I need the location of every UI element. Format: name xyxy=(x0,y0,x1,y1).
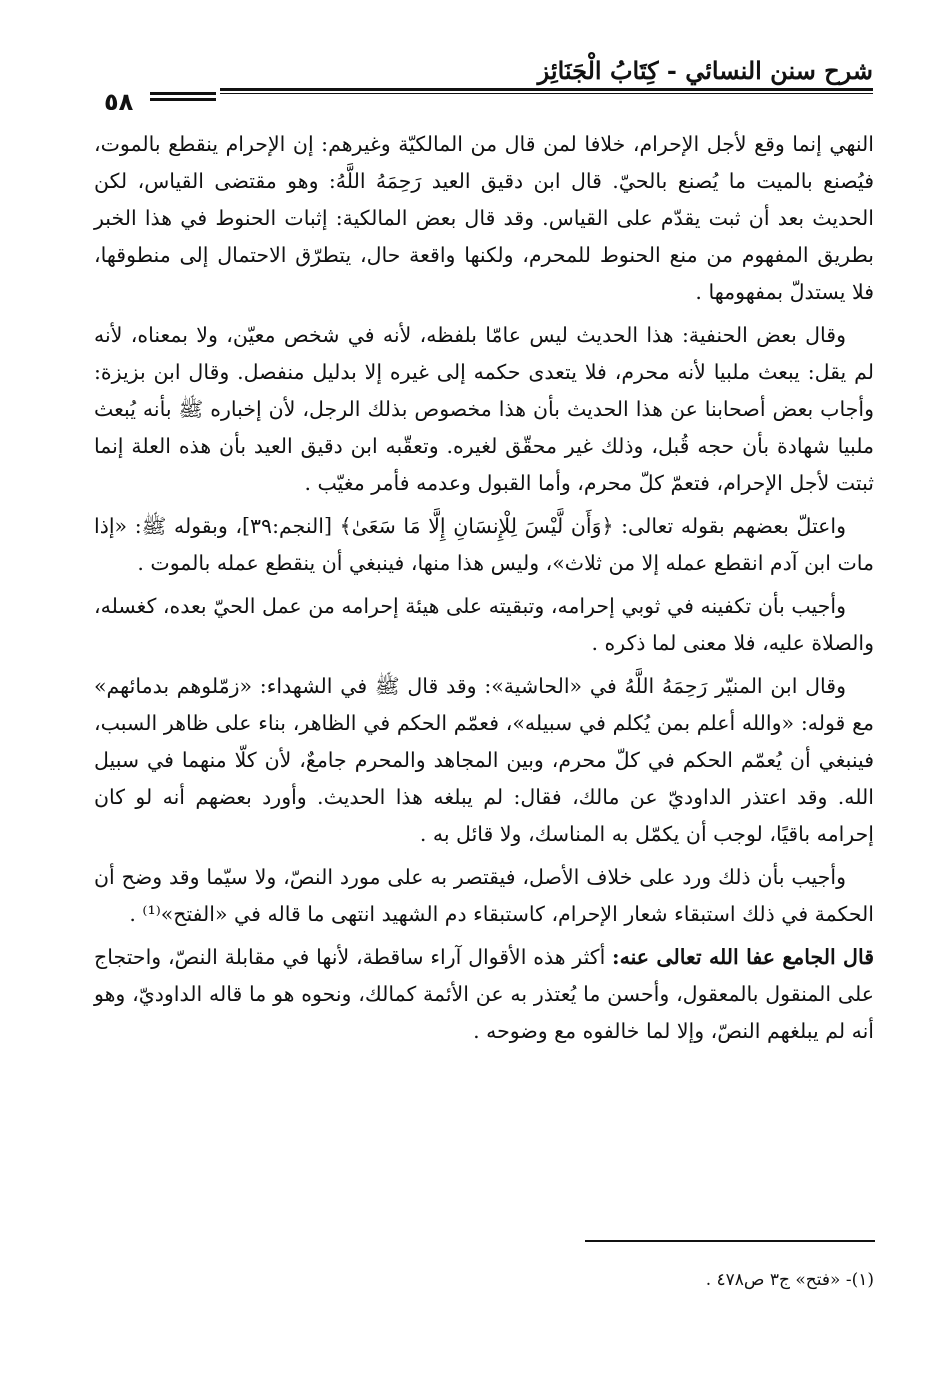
paragraph: وأجيب بأن تكفينه في ثوبي إحرامه، وتبقيته على هيئة إحرامه من عمل الحيّ بعده، كغسله، والصلاة عليه، فلا معنى لما ذكره . xyxy=(94,594,874,655)
compiler-note xyxy=(94,939,874,1050)
header-title: شرح سنن النسائي - كِتَابُ الْجَنَائِز xyxy=(537,56,873,85)
paragraph: واعتلّ بعضهم بقوله تعالى: ﴿وَأَن لَّيْسَ لِلْإِنسَانِ إِلَّا مَا سَعَىٰ﴾ [النجم:٣٩]، وبقوله ﷺ: «إذا مات ابن آدم انقطع عمله إلا من ثلاث»، وليس هذا منها، فينبغي أن ينقطع عمله بالموت . xyxy=(94,514,874,575)
page-number-ornament xyxy=(150,92,216,104)
running-header xyxy=(98,52,873,116)
paragraph: وأجيب بأن ذلك ورد على خلاف الأصل، فيقتصر به على مورد النصّ، ولا سيّما وقد وضح أن الحكمة في ذلك استبقاء شعار الإحرام، كاستبقاء دم الشهيد انتهى ما قاله في «الفتح»⁽¹⁾ . xyxy=(94,865,874,926)
paragraph: وقال بعض الحنفية: هذا الحديث ليس عامّا بلفظه، لأنه في شخص معيّن، ولا بمعناه، لأنه لم يقل: يبعث ملبيا لأنه محرم، فلا يتعدى حكمه إلى غيره إلا بدليل منفصل. وقال ابن بزيزة: وأجاب بعض أصحابنا عن هذا الحديث بأن هذا مخصوص بذلك الرجل، لأن إخباره ﷺ بأنه يُبعث ملبيا شهادة بأن حجه قُبل، وذلك غير محقّق لغيره. وتعقّبه ابن دقيق العيد بأن هذه العلة إنما ثبتت لأجل الإحرام، فتعمّ كلّ محرم، وأما القبول وعدمه فأمر مغيّب . xyxy=(94,323,874,495)
paragraph: وقال ابن المنيّر رَحِمَهُ اللَّهُ في «الحاشية»: وقد قال ﷺ في الشهداء: «زمّلوهم بدمائهم» مع قوله: «والله أعلم بمن يُكلم في سبيله»، فعمّم الحكم في الظاهر، بناء على ظاهر السبب، فينبغي أن يُعمّم الحكم في كلّ محرم، وبين المجاهد والمحرم جامعٌ، لأن كلّا منهما في سبيل الله. وقد اعتذر الداوديّ عن مالك، فقال: لم يبلغه هذا الحديث. وأورد بعضهم أنه لو كان إحرامه باقيًا، لوجب أن يكمّل به المناسك، ولا قائل به . xyxy=(94,674,874,846)
body-text xyxy=(94,126,874,1056)
page-number: ٥٨ xyxy=(104,88,134,116)
footnote: (١)- «فتح» ج٣ ص٤٧٨ . xyxy=(705,1270,874,1290)
footnote-separator xyxy=(585,1240,875,1242)
compiler-note-lead: قال الجامع عفا الله تعالى عنه: xyxy=(612,945,874,969)
paragraph: النهي إنما وقع لأجل الإحرام، خلافا لمن قال من المالكيّة وغيرهم: إن الإحرام ينقطع بالموت، فيُصنع بالميت ما يُصنع بالحيّ. قال ابن دقيق العيد رَحِمَهُ اللَّهُ: وهو مقتضى القياس، لكن الحديث بعد أن ثبت يقدّم على القياس. وقد قال بعض المالكية: إثبات الحنوط في هذا الخبر بطريق المفهوم من منع الحنوط للمحرم، ولكنها واقعة حال، يتطرّق الاحتمال إلى منطوقها، فلا يستدلّ بمفهومها . xyxy=(94,132,874,304)
compiler-note-text: أكثر هذه الأقوال آراء ساقطة، لأنها في مقابلة النصّ، واحتجاج على المنقول بالمعقول، وأحسن ما يُعتذر به عن الأئمة كمالك، ونحوه هو ما قاله الداوديّ، وهو أنه لم يبلغهم النصّ، وإلا لما خالفوه مع وضوحه . xyxy=(94,945,874,1043)
